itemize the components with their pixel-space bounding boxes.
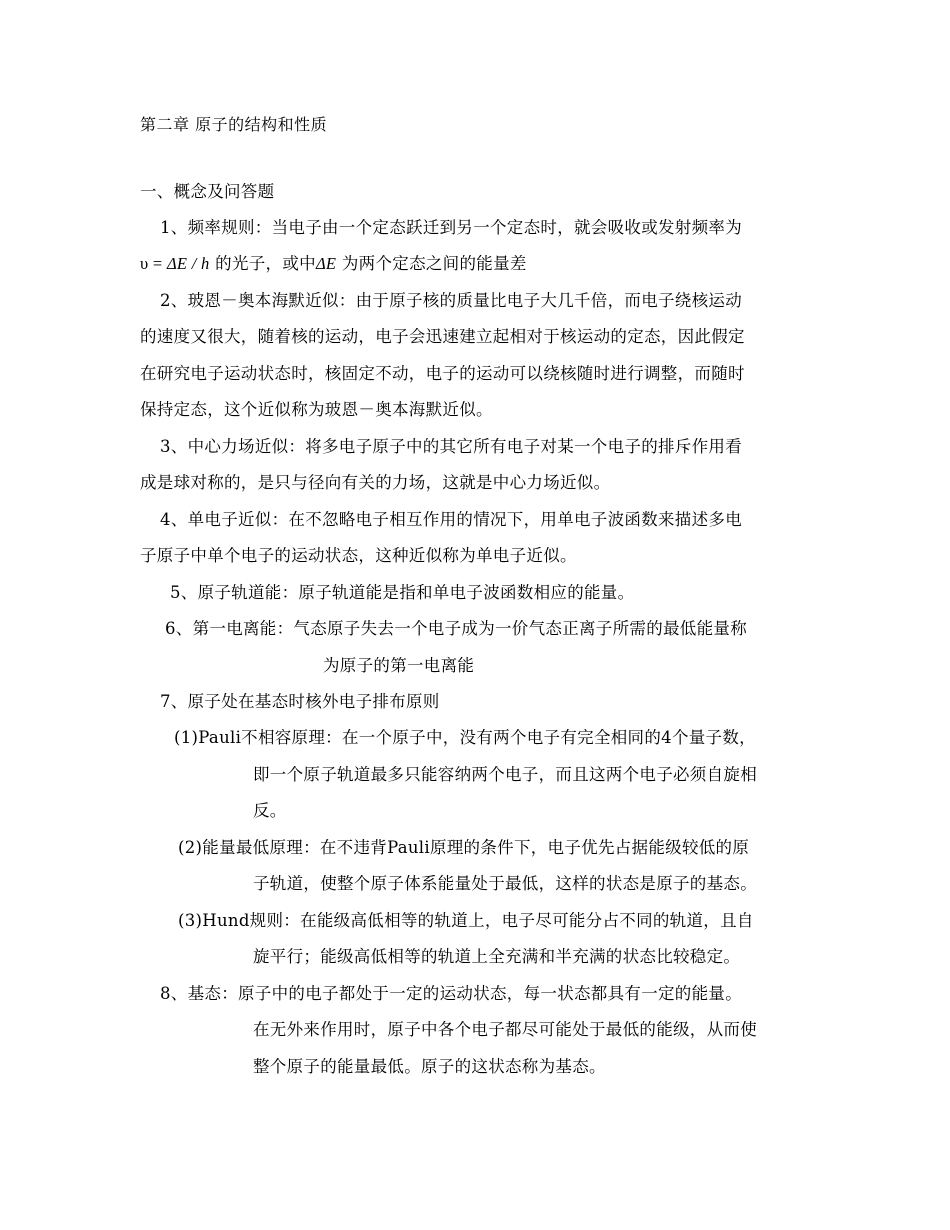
item6-line1: 6、第一电离能：气态原子失去一个电子成为一价气态正离子所需的最低能量称 (165, 619, 747, 638)
item3-line1: 3、中心力场近似：将多电子原子中的其它所有电子对某一个电子的排斥作用看 (160, 437, 742, 456)
item3-line2: 成是球对称的，是只与径向有关的力场，这就是中心力场近似。 (140, 473, 611, 492)
item5-line1: 5、原子轨道能：原子轨道能是指和单电子波函数相应的能量。 (170, 583, 635, 602)
chapter-title: 第二章 原子的结构和性质 (140, 115, 328, 134)
item1-line2-end: 为两个定态之间的能量差 (336, 254, 527, 273)
item8-line1: 8、基态：原子中的电子都处于一定的运动状态，每一状态都具有一定的能量。 (160, 984, 742, 1003)
item6-line2: 为原子的第一电离能 (323, 656, 475, 675)
item2-line3: 在研究电子运动状态时，核固定不动，电子的运动可以绕核随时进行调整，而随时 (140, 364, 745, 383)
item1-line2-mid: 的光子，或中 (209, 254, 316, 273)
item7-line1: 7、原子处在基态时核外电子排布原则 (160, 692, 440, 711)
item2-line2: 的速度又很大，随着核的运动，电子会迅速建立起相对于核运动的定态，因此假定 (140, 327, 745, 346)
item4-line1: 4、单电子近似：在不忽略电子相互作用的情况下，用单电子波函数来描述多电 (160, 510, 742, 529)
item7-energy-line2: 子轨道，使整个原子体系能量处于最低，这样的状态是原子的基态。 (253, 874, 757, 893)
item7-pauli-line3: 反。 (253, 801, 287, 820)
item2-line1: 2、玻恩－奥本海默近似：由于原子核的质量比电子大几千倍，而电子绕核运动 (160, 291, 742, 310)
formula-delta-e: ΔE (315, 254, 337, 273)
item4-line2: 子原子中单个电子的运动状态，这种近似称为单电子近似。 (140, 546, 577, 565)
item1-line2 (140, 254, 527, 274)
item8-line2: 在无外来作用时，原子中各个电子都尽可能处于最低的能级，从而使 (253, 1020, 757, 1039)
item7-pauli-line1: (1)Pauli不相容原理：在一个原子中，没有两个电子有完全相同的4个量子数， (174, 728, 756, 747)
item8-line3: 整个原子的能量最低。原子的这状态称为基态。 (253, 1057, 606, 1076)
item1-line1: 1、频率规则：当电子由一个定态跃迁到另一个定态时，就会吸收或发射频率为 (160, 218, 742, 237)
formula-nu: υ = (140, 254, 167, 273)
item7-hund-line1: (3)Hund规则：在能级高低相等的轨道上，电子尽可能分占不同的轨道，且自 (178, 911, 754, 930)
item7-pauli-line2: 即一个原子轨道最多只能容纳两个电子，而且这两个电子必须自旋相 (253, 765, 757, 784)
item7-energy-line1: (2)能量最低原理：在不违背Pauli原理的条件下，电子优先占据能级较低的原 (178, 838, 750, 857)
item2-line4: 保持定态，这个近似称为玻恩－奥本海默近似。 (140, 400, 493, 419)
item7-hund-line2: 旋平行；能级高低相等的轨道上全充满和半充满的状态比较稳定。 (253, 947, 741, 966)
formula-delta-e-over-h: ΔE / h (166, 254, 210, 273)
section-heading: 一、概念及问答题 (140, 182, 275, 201)
